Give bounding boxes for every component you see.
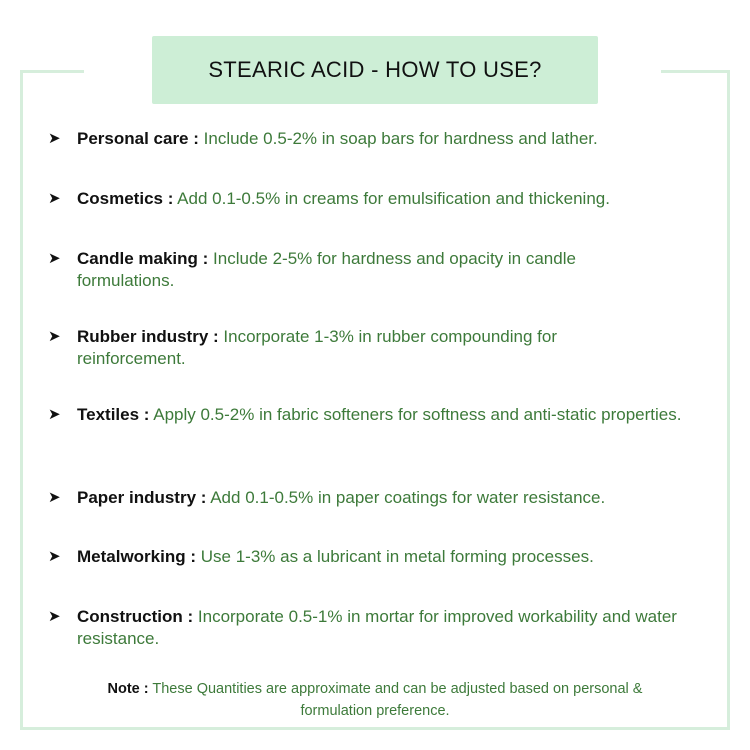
- frame-top-left-border: [20, 70, 84, 73]
- item-label: Textiles :: [77, 405, 150, 424]
- frame-right-border: [727, 70, 730, 730]
- item-description: Incorporate 1-3% in rubber compounding for reinforcement.: [77, 327, 557, 368]
- arrow-bullet-icon: ➤: [48, 190, 61, 207]
- page-title: STEARIC ACID - HOW TO USE?: [208, 57, 542, 82]
- arrow-bullet-icon: ➤: [48, 130, 61, 147]
- arrow-bullet-icon: ➤: [48, 489, 61, 506]
- frame-bottom-border: [20, 727, 730, 730]
- title-banner: [152, 36, 598, 104]
- frame-left-border: [20, 70, 23, 730]
- note-label: Note :: [107, 681, 149, 697]
- item-label: Rubber industry :: [77, 327, 219, 346]
- frame-top-right-border: [661, 70, 730, 73]
- arrow-bullet-icon: ➤: [48, 250, 61, 267]
- item-label: Metalworking :: [77, 547, 197, 566]
- item-label: Paper industry :: [77, 488, 207, 507]
- item-label: Construction :: [77, 607, 194, 626]
- arrow-bullet-icon: ➤: [48, 406, 61, 423]
- arrow-bullet-icon: ➤: [48, 608, 61, 625]
- item-description: Include 2-5% for hardness and opacity in candle formulations.: [77, 249, 576, 290]
- arrow-bullet-icon: ➤: [48, 548, 61, 565]
- footnote: [90, 678, 660, 722]
- item-description: Add 0.1-0.5% in paper coatings for water resistance.: [210, 488, 606, 507]
- item-label: Candle making :: [77, 249, 209, 268]
- item-label: Cosmetics :: [77, 189, 174, 208]
- item-description: Apply 0.5-2% in fabric softeners for softness and anti-static properties.: [153, 405, 682, 424]
- note-text: These Quantities are approximate and can be adjusted based on personal & formulation preference.: [152, 681, 643, 719]
- item-description: Use 1-3% as a lubricant in metal forming processes.: [200, 547, 594, 566]
- item-label: Personal care :: [77, 129, 199, 148]
- item-description: Include 0.5-2% in soap bars for hardness and lather.: [203, 129, 598, 148]
- arrow-bullet-icon: ➤: [48, 328, 61, 345]
- item-description: Incorporate 0.5-1% in mortar for improved workability and water resistance.: [77, 607, 677, 648]
- item-description: Add 0.1-0.5% in creams for emulsification and thickening.: [177, 189, 610, 208]
